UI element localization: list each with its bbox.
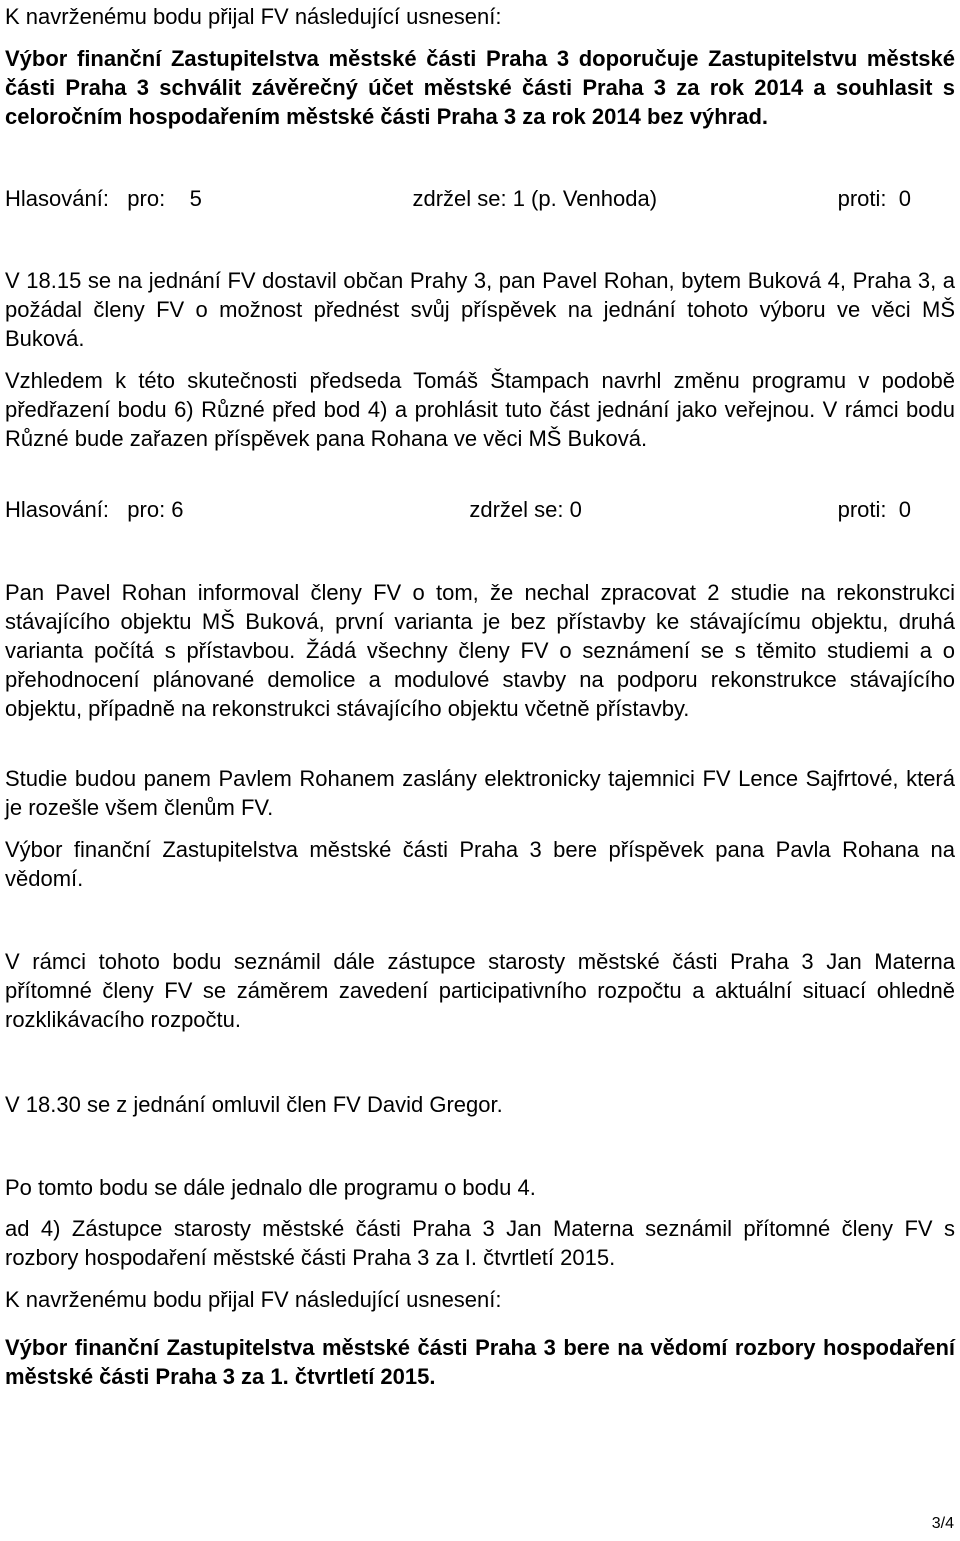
vote-result: [5, 184, 911, 213]
resolution-intro: K navrženému bodu přijal FV následující usnesení:: [5, 4, 502, 29]
paragraph: ad 4) Zástupce starosty městské části Praha 3 Jan Materna seznámil přítomné členy FV s rozbory hospodaření městské části Praha 3 za I. čtvrtletí 2015.: [5, 1216, 955, 1270]
resolution-text: Výbor finanční Zastupitelstva městské části Praha 3 doporučuje Zastupitelstvu městské části Praha 3 schválit závěrečný účet městské části Praha 3 za rok 2014 a souhlasit s celoročním hospodařením městské části Praha 3 za rok 2014 bez výhrad.: [5, 46, 955, 129]
paragraph: Po tomto bodu se dále jednalo dle programu o bodu 4.: [5, 1175, 536, 1200]
paragraph: Studie budou panem Pavlem Rohanem zaslány elektronicky tajemnici FV Lence Sajfrtové, která je rozešle všem členům FV.: [5, 766, 955, 820]
vote-result: [5, 495, 911, 524]
resolution-intro: K navrženému bodu přijal FV následující usnesení:: [5, 1287, 502, 1312]
vote-abstain: zdržel se: 1 (p. Venhoda): [412, 186, 658, 211]
vote-abstain: zdržel se: 0: [469, 497, 582, 522]
vote-pro: Hlasování: pro: 6: [5, 497, 184, 522]
paragraph: Výbor finanční Zastupitelstva městské části Praha 3 bere příspěvek pana Pavla Rohana na vědomí.: [5, 837, 955, 891]
resolution-text: Výbor finanční Zastupitelstva městské části Praha 3 bere na vědomí rozbory hospodaření městské části Praha 3 za 1. čtvrtletí 2015.: [5, 1335, 955, 1389]
vote-against: proti: 0: [837, 186, 911, 211]
paragraph: V 18.15 se na jednání FV dostavil občan Prahy 3, pan Pavel Rohan, bytem Buková 4, Praha 3, a požádal členy FV o možnost přednést svůj příspěvek na jednání tohoto výboru ve věci MŠ Buková.: [5, 268, 955, 351]
paragraph: Pan Pavel Rohan informoval členy FV o tom, že nechal zpracovat 2 studie na rekonstrukci stávajícího objektu MŠ Buková, první varianta je bez přístavby ke stávajícímu objektu, druhá varianta počítá s přístavbou. Žádá všechny členy FV o seznámení se s těmito studiemi a o přehodnocení plánované demolice a modulové stavby na podporu rekonstrukce stávajícího objektu, případně na rekonstrukci stávajícího objektu včetně přístavby.: [5, 580, 955, 721]
vote-against: proti: 0: [837, 497, 911, 522]
vote-pro: Hlasování: pro: 5: [5, 186, 202, 211]
paragraph: Vzhledem k této skutečnosti předseda Tomáš Štampach navrhl změnu programu v podobě předřazení bodu 6) Různé před bod 4) a prohlásit tuto část jednání jako veřejnou. V rámci bodu Různé bude zařazen příspěvek pana Rohana ve věci MŠ Buková.: [5, 368, 955, 451]
page-number: 3/4: [931, 1515, 954, 1532]
paragraph: V rámci tohoto bodu seznámil dále zástupce starosty městské části Praha 3 Jan Materna přítomné členy FV se záměrem zavedení participativního rozpočtu a aktuální situací ohledně rozklikávacího rozpočtu.: [5, 949, 955, 1032]
paragraph: V 18.30 se z jednání omluvil člen FV David Gregor.: [5, 1092, 503, 1117]
